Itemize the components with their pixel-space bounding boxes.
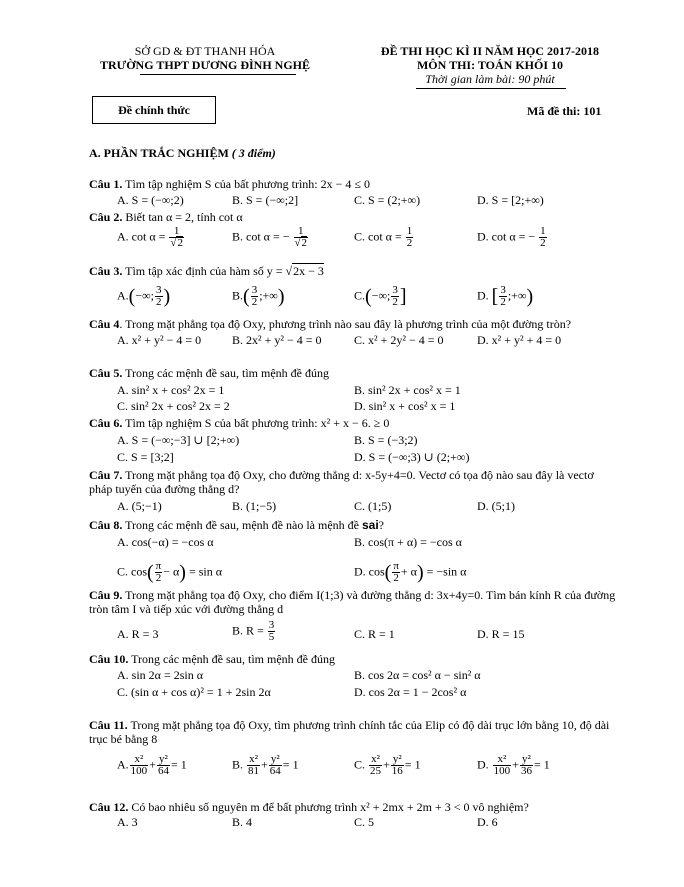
denominator: 81 bbox=[248, 765, 260, 777]
question-number: Câu 4 bbox=[89, 317, 120, 331]
denominator: 36 bbox=[520, 765, 532, 777]
question-number: Câu 11. bbox=[89, 718, 128, 732]
radicand: 2x − 3 bbox=[293, 264, 324, 278]
option-label: A. bbox=[117, 757, 129, 772]
option-label: D. bbox=[477, 757, 489, 772]
q7-option-b: B. (1;−5) bbox=[232, 499, 277, 513]
question-text: . Trong mặt phẳng tọa độ Oxy, phương trình nào sau đây là phương trình của một đường tròn? bbox=[119, 317, 572, 331]
q4-option-c: C. x² + 2y² − 4 = 0 bbox=[354, 333, 444, 347]
denominator: 64 bbox=[157, 765, 169, 777]
radicand: 2 bbox=[177, 237, 183, 249]
question-11 bbox=[89, 718, 619, 746]
question-number: Câu 1. bbox=[89, 177, 123, 191]
numerator: 3 bbox=[500, 284, 506, 296]
q2-option-d bbox=[477, 226, 548, 249]
question-text: Trong các mệnh đề sau, tìm mệnh đề đúng bbox=[131, 652, 335, 666]
numerator: 3 bbox=[251, 284, 258, 296]
q12-option-b: B. 4 bbox=[232, 815, 253, 829]
question-1 bbox=[89, 177, 629, 191]
fraction-x bbox=[369, 754, 382, 777]
school-name: TRƯỜNG THPT DƯƠNG ĐÌNH NGHỆ bbox=[99, 58, 311, 72]
fraction bbox=[155, 561, 163, 584]
option-label: B. bbox=[232, 757, 244, 772]
q11-option-a: A. $\frac{\text{x²}}{100}$ + $\frac{\text{y²}}{64}$ = 1 bbox=[117, 753, 187, 777]
q5-option-a: A. sin² x + cos² 2x = 1 bbox=[117, 383, 225, 397]
denominator: 5 bbox=[268, 631, 275, 643]
q2-option-a bbox=[117, 226, 185, 249]
numerator: x² bbox=[247, 754, 260, 766]
numerator: π bbox=[393, 560, 399, 572]
numerator: x² bbox=[369, 754, 382, 766]
fraction bbox=[392, 561, 400, 584]
option-label: B. cot α = − bbox=[232, 229, 290, 244]
q5-option-c: C. sin² 2x + cos² 2x = 2 bbox=[117, 399, 230, 413]
fraction bbox=[169, 226, 184, 249]
numerator: π bbox=[155, 560, 162, 572]
q4-option-d: D. x² + y² + 4 = 0 bbox=[477, 333, 562, 347]
question-number: Câu 7. bbox=[89, 468, 123, 482]
fraction bbox=[155, 285, 163, 308]
question-text: Biết tan α = 2, tính cot α bbox=[125, 210, 243, 224]
question-text: Trong các mệnh đề sau, mệnh đề nào là mệnh đề bbox=[125, 518, 362, 532]
question-number: Câu 6. bbox=[89, 416, 123, 430]
numerator: 3 bbox=[156, 284, 162, 296]
fraction-x bbox=[247, 754, 260, 777]
fraction bbox=[294, 226, 309, 249]
q8-option-b: B. cos(π + α) = −cos α bbox=[354, 535, 462, 549]
question-5 bbox=[89, 366, 629, 380]
question-number: Câu 9. bbox=[89, 588, 123, 602]
section-title bbox=[89, 146, 276, 161]
fraction-y bbox=[391, 754, 404, 777]
q3-option-b: B.( $\frac{3}{2}$ ;+∞) bbox=[232, 284, 285, 308]
denominator: 2 bbox=[540, 237, 546, 249]
q1-option-b: B. S = (−∞;2] bbox=[232, 193, 299, 207]
angle-rest: + α bbox=[400, 564, 417, 579]
exam-code: Mã đề thi: 101 bbox=[527, 104, 602, 118]
fraction-x bbox=[493, 754, 512, 777]
q9-option-c: C. R = 1 bbox=[354, 627, 395, 641]
option-label: C. cot α = bbox=[354, 229, 402, 244]
q12-option-a: A. 3 bbox=[117, 815, 138, 829]
q10-option-b: B. cos 2α = cos² α − sin² α bbox=[354, 668, 481, 682]
section-points: ( 3 điểm) bbox=[231, 146, 276, 160]
numerator: 1 bbox=[406, 225, 413, 237]
question-9 bbox=[89, 588, 619, 616]
numerator: 3 bbox=[392, 284, 398, 296]
q1-option-a: A. S = (−∞;2) bbox=[117, 193, 184, 207]
question-number: Câu 12. bbox=[89, 800, 129, 814]
numerator: x² bbox=[130, 754, 149, 766]
department: SỞ GD & ĐT THANH HÓA bbox=[134, 44, 276, 58]
q10-option-c: C. (sin α + cos α)² = 1 + 2sin 2α bbox=[117, 685, 271, 699]
q9-option-d: D. R = 15 bbox=[477, 627, 525, 641]
denominator: 16 bbox=[391, 765, 403, 777]
q1-option-d: D. S = [2;+∞) bbox=[477, 193, 544, 207]
official-box: Đề chính thức bbox=[92, 96, 216, 124]
q6-option-a: A. S = (−∞;−3] ∪ [2;+∞) bbox=[117, 433, 240, 447]
denominator: 2 bbox=[155, 572, 162, 584]
angle-rest: − α bbox=[163, 564, 180, 579]
q6-option-b: B. S = (−3;2) bbox=[354, 433, 418, 447]
option-label: A. bbox=[117, 288, 129, 303]
option-label: B. bbox=[232, 288, 244, 303]
numerator: y² bbox=[269, 754, 282, 766]
q5-option-b: B. sin² 2x + cos² x = 1 bbox=[354, 383, 461, 397]
fraction bbox=[251, 285, 259, 308]
option-label: A. cot α = bbox=[117, 229, 166, 244]
fraction-y bbox=[157, 754, 170, 777]
equation-rhs: = sin α bbox=[188, 564, 223, 579]
q7-option-c: C. (1;5) bbox=[354, 499, 392, 513]
question-text: Có bao nhiêu số nguyên m để bất phương trình x² + 2mx + 2m + 3 < 0 vô nghiệm? bbox=[131, 800, 529, 814]
denominator: 2 bbox=[406, 237, 413, 249]
header-underline-left bbox=[140, 74, 296, 75]
question-3: Câu 3. Tìm tập xác định của hàm số y = √2x − 3 bbox=[89, 264, 324, 278]
option-label: D. cos bbox=[354, 564, 385, 579]
option-label: C. bbox=[354, 288, 366, 303]
numerator: 1 bbox=[169, 226, 184, 238]
interval-left: −∞; bbox=[371, 288, 391, 303]
question-12 bbox=[89, 800, 629, 814]
q11-option-d: D. $\frac{\text{x²}}{100}$ + $\frac{\text{y²}}{36}$ = 1 bbox=[477, 753, 550, 777]
denominator: 2 bbox=[251, 296, 258, 308]
denominator: 2 bbox=[156, 296, 162, 308]
numerator: y² bbox=[391, 754, 404, 766]
fraction bbox=[499, 285, 507, 308]
numerator: 1 bbox=[294, 226, 309, 238]
option-label: D. cot α = − bbox=[477, 229, 536, 244]
fraction bbox=[539, 226, 547, 249]
option-label: C. bbox=[354, 757, 366, 772]
option-label: B. R = bbox=[232, 623, 264, 638]
option-label: C. cos bbox=[117, 564, 147, 579]
question-number: Câu 5. bbox=[89, 366, 123, 380]
q9-option-b bbox=[232, 620, 276, 643]
q6-option-d: D. S = (−∞;3) ∪ (2;+∞) bbox=[354, 450, 470, 464]
q8-option-c: C. cos( $\frac{\pi}{2}$ − α) = sin α bbox=[117, 560, 223, 584]
denominator: √2 bbox=[294, 237, 308, 249]
question-mark: ? bbox=[378, 518, 384, 532]
question-text: Tìm tập nghiệm S của bất phương trình: 2x − 4 ≤ 0 bbox=[125, 177, 370, 191]
subject: MÔN THI: TOÁN KHỐI 10 bbox=[416, 58, 564, 72]
numerator: x² bbox=[493, 754, 512, 766]
question-text: Tìm tập nghiệm S của bất phương trình: x² + x − 6. ≥ 0 bbox=[125, 416, 390, 430]
equation-rhs: = 1 bbox=[170, 757, 187, 772]
q9-option-a: A. R = 3 bbox=[117, 627, 159, 641]
q2-option-c bbox=[354, 226, 414, 249]
denominator: 64 bbox=[269, 765, 281, 777]
q3-option-a: A.(−∞; $\frac{3}{2}$ ) bbox=[117, 284, 171, 308]
numerator: y² bbox=[157, 754, 170, 766]
question-2 bbox=[89, 210, 629, 224]
header-underline-right bbox=[416, 88, 566, 89]
equation-rhs: = 1 bbox=[533, 757, 550, 772]
interval-right: ;+∞ bbox=[259, 288, 278, 303]
interval-left: −∞; bbox=[135, 288, 154, 303]
question-text: Trong mặt phẳng tọa độ Oxy, cho đường thẳng d: x-5y+4=0. Vectơ có tọa độ nào sau đây là vectơ pháp tuyến của đường thẳng d? bbox=[89, 468, 594, 496]
q10-option-d: D. cos 2α = 1 − 2cos² α bbox=[354, 685, 467, 699]
q12-option-d: D. 6 bbox=[477, 815, 498, 829]
question-text: Trong các mệnh đề sau, tìm mệnh đề đúng bbox=[125, 366, 329, 380]
denominator: √2 bbox=[170, 237, 183, 249]
question-number: Câu 3. bbox=[89, 264, 123, 278]
question-text: Trong mặt phẳng tọa độ Oxy, tìm phương trình chính tắc của Elip có độ dài trục lớn bằng 10, độ dài trục bé bằng 8 bbox=[89, 718, 610, 746]
header-left bbox=[70, 44, 340, 72]
equation-rhs: = −sin α bbox=[426, 564, 467, 579]
q7-option-d: D. (5;1) bbox=[477, 499, 515, 513]
question-text: Trong mặt phẳng tọa độ Oxy, cho điểm I(1;3) và đường thẳng d: 3x+4y=0. Tìm bán kính R của đường tròn tâm I và tiếp xúc với đường thẳng d bbox=[89, 588, 616, 616]
radicand: 2 bbox=[301, 237, 308, 249]
denominator: 100 bbox=[130, 765, 148, 777]
question-7 bbox=[89, 468, 611, 496]
q3-option-c: C.(−∞; $\frac{3}{2}$ ] bbox=[354, 284, 407, 308]
question-4 bbox=[89, 317, 649, 331]
equation-rhs: = 1 bbox=[282, 757, 299, 772]
exam-time: Thời gian làm bài: 90 phút bbox=[425, 72, 555, 86]
question-8 bbox=[89, 518, 629, 532]
question-number: Câu 2. bbox=[89, 210, 123, 224]
q3-option-d: D. [ $\frac{3}{2}$ ;+∞) bbox=[477, 284, 534, 308]
q11-option-b: B. $\frac{\text{x²}}{81}$ + $\frac{\text{y²}}{64}$ = 1 bbox=[232, 753, 299, 777]
header-right bbox=[350, 44, 630, 86]
denominator: 25 bbox=[370, 765, 382, 777]
exam-title: ĐỀ THI HỌC KÌ II NĂM HỌC 2017-2018 bbox=[380, 44, 600, 58]
interval-right: ;+∞ bbox=[507, 288, 527, 303]
numerator: y² bbox=[520, 754, 533, 766]
question-10 bbox=[89, 652, 629, 666]
fraction bbox=[268, 620, 276, 643]
equation-rhs: = 1 bbox=[404, 757, 421, 772]
q6-option-c: C. S = [3;2] bbox=[117, 450, 174, 464]
fraction bbox=[391, 285, 399, 308]
q7-option-a: A. (5;−1) bbox=[117, 499, 162, 513]
q4-option-a: A. x² + y² − 4 = 0 bbox=[117, 333, 202, 347]
q1-option-c: C. S = (2;+∞) bbox=[354, 193, 421, 207]
denominator: 2 bbox=[392, 296, 398, 308]
q8-option-d: D. cos( $\frac{\pi}{2}$ + α) = −sin α bbox=[354, 560, 467, 584]
denominator: 2 bbox=[393, 572, 399, 584]
fraction-y bbox=[520, 754, 533, 777]
q2-option-b bbox=[232, 226, 309, 249]
q4-option-b: B. 2x² + y² − 4 = 0 bbox=[232, 333, 322, 347]
fraction-x bbox=[130, 754, 149, 777]
q12-option-c: C. 5 bbox=[354, 815, 375, 829]
q10-option-a: A. sin 2α = 2sin α bbox=[117, 668, 204, 682]
numerator: 1 bbox=[540, 225, 546, 237]
question-6 bbox=[89, 416, 629, 430]
q5-option-d: D. sin² x + cos² x = 1 bbox=[354, 399, 456, 413]
option-label: D. bbox=[477, 288, 489, 303]
question-number: Câu 8. bbox=[89, 518, 123, 532]
question-number: Câu 10. bbox=[89, 652, 129, 666]
denominator: 100 bbox=[493, 765, 511, 777]
q11-option-c: C. $\frac{\text{x²}}{25}$ + $\frac{\text{y²}}{16}$ = 1 bbox=[354, 753, 421, 777]
section-title-text: A. PHẦN TRẮC NGHIỆM bbox=[89, 146, 229, 160]
question-text: Tìm tập xác định của hàm số y = bbox=[125, 264, 283, 278]
fraction bbox=[406, 226, 414, 249]
denominator: 2 bbox=[500, 296, 506, 308]
fraction-y bbox=[269, 754, 282, 777]
emphasis-false: sai bbox=[361, 518, 379, 532]
q8-option-a: A. cos(−α) = −cos α bbox=[117, 535, 214, 549]
numerator: 3 bbox=[268, 619, 275, 631]
